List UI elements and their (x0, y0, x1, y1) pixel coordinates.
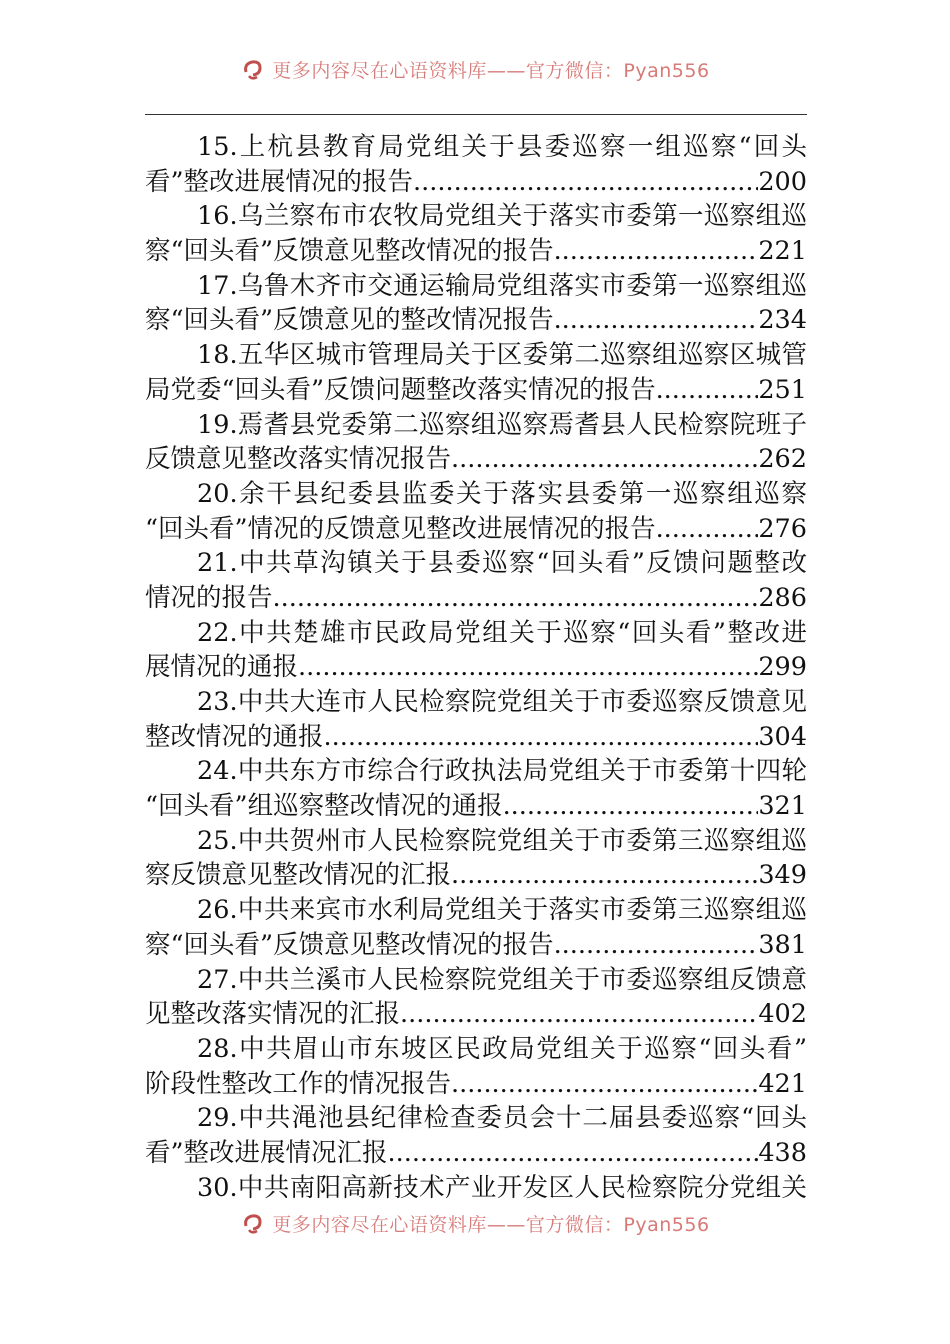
toc-entry[interactable] (145, 1032, 807, 1101)
toc-entry-title-line2 (145, 928, 807, 963)
toc-entry-title-text: 28.中共眉山市东坡区民政局党组关于巡察“回头看” (197, 1033, 807, 1064)
toc-leader-dots (554, 928, 759, 963)
toc-entry-title-continuation: 反馈意见整改落实情况报告 (145, 444, 452, 475)
toc-entry-title-text: 22.中共楚雄市民政局党组关于巡察“回头看”整改进 (197, 617, 807, 648)
toc-entry-title-line1 (145, 1032, 807, 1067)
brand-logo-icon (240, 1210, 266, 1236)
toc-entry-title-text: 21.中共草沟镇关于县委巡察“回头看”反馈问题整改 (197, 548, 807, 579)
table-of-contents (145, 130, 807, 1205)
watermark-header (0, 54, 950, 84)
toc-leader-dots (451, 442, 758, 477)
toc-entry[interactable] (145, 338, 807, 407)
toc-entry-title-continuation: “回头看”组巡察整改情况的通报 (145, 791, 503, 822)
toc-entry-title-text: 25.中共贺州市人民检察院党组关于市委第三巡察组巡 (197, 825, 807, 856)
toc-entry-title-line2 (145, 720, 807, 755)
toc-entry-title-continuation: “回头看”情况的反馈意见整改进展情况的报告 (145, 513, 656, 544)
toc-entry-title-text: 27.中共兰溪市人民检察院党组关于市委巡察组反馈意 (197, 964, 807, 995)
toc-page-number: 221 (758, 236, 807, 267)
toc-entry-title-text: 24.中共东方市综合行政执法局党组关于市委第十四轮 (197, 756, 807, 787)
toc-entry-title-text: 16.乌兰察布市农牧局党组关于落实市委第一巡察组巡 (197, 201, 807, 232)
toc-leader-dots (400, 997, 758, 1032)
toc-entry-title-continuation: 察反馈意见整改情况的汇报 (145, 860, 452, 891)
toc-entry[interactable] (145, 1101, 807, 1170)
toc-entry-title-line2 (145, 512, 807, 547)
toc-entry-title-line1 (145, 269, 807, 304)
toc-entry-title-line1 (145, 754, 807, 789)
toc-leader-dots (554, 303, 759, 338)
toc-entry-title-line1 (145, 546, 807, 581)
toc-page-number: 349 (758, 860, 807, 891)
toc-entry-title-text: 23.中共大连市人民检察院党组关于市委巡察反馈意见 (197, 687, 807, 717)
toc-page-number: 402 (758, 999, 807, 1030)
toc-entry-title-text: 26.中共来宾市水利局党组关于落实市委第三巡察组巡 (197, 895, 807, 926)
toc-page-number: 251 (758, 374, 807, 405)
toc-entry-title-line2 (145, 1136, 807, 1171)
toc-leader-dots (451, 858, 758, 893)
toc-entry-title-line2 (145, 165, 807, 200)
toc-entry-title-line2 (145, 1067, 807, 1102)
toc-entry-title-line1 (145, 1101, 807, 1136)
toc-entry-title-text: 15.上杭县教育局党组关于县委巡察一组巡察“回头 (197, 132, 807, 162)
toc-entry-title-continuation: 见整改落实情况的汇报 (145, 999, 401, 1030)
toc-entry[interactable] (145, 616, 807, 685)
toc-entry-title-line1 (145, 616, 807, 651)
toc-leader-dots (503, 789, 759, 824)
toc-entry-title-line2 (145, 858, 807, 893)
toc-entry-title-line2 (145, 442, 807, 477)
toc-entry-title-continuation: 整改情况的通报 (145, 721, 324, 752)
toc-entry-title-line2 (145, 997, 807, 1032)
toc-entry-title-continuation: 看”整改进展情况汇报 (145, 1137, 388, 1168)
toc-entry[interactable] (145, 130, 807, 199)
toc-entry-title-text: 30.中共南阳高新技术产业开发区人民检察院分党组关 (197, 1172, 807, 1203)
watermark-footer (0, 1208, 950, 1238)
toc-page-number: 321 (758, 791, 807, 822)
toc-page-number: 234 (758, 305, 807, 336)
toc-page-number: 421 (758, 1068, 807, 1099)
toc-page-number: 286 (758, 582, 807, 613)
toc-entry-title-line1 (145, 477, 807, 512)
toc-entry-title-continuation: 阶段性整改工作的情况报告 (145, 1068, 452, 1099)
toc-page-number: 304 (758, 721, 807, 752)
toc-leader-dots (554, 234, 759, 269)
toc-leader-dots (656, 373, 759, 408)
toc-leader-dots (413, 165, 758, 200)
toc-leader-dots (298, 650, 758, 685)
toc-entry-title-text: 29.中共渑池县纪律检查委员会十二届县委巡察“回头 (197, 1103, 807, 1134)
toc-entry-title-line1 (145, 685, 807, 720)
toc-entry-title-line2 (145, 234, 807, 269)
toc-entry-title-continuation: 情况的报告 (145, 582, 273, 613)
toc-leader-dots (388, 1136, 759, 1171)
toc-entry[interactable] (145, 754, 807, 823)
toc-entry-title-line2 (145, 373, 807, 408)
toc-entry-title-line1 (145, 338, 807, 373)
toc-leader-dots (273, 581, 759, 616)
toc-leader-dots (656, 512, 759, 547)
toc-entry-title-continuation: 察“回头看”反馈意见整改情况的报告 (145, 236, 554, 267)
toc-entry-title-line1 (145, 824, 807, 859)
toc-entry[interactable] (145, 685, 807, 754)
toc-entry-title-line2 (145, 789, 807, 824)
toc-entry[interactable] (145, 408, 807, 477)
toc-entry[interactable] (145, 824, 807, 893)
toc-entry-title-line2 (145, 650, 807, 685)
toc-entry[interactable] (145, 893, 807, 962)
toc-entry-title-text: 18.五华区城市管理局关于区委第二巡察组巡察区城管 (197, 340, 807, 371)
toc-page-number: 200 (758, 166, 807, 197)
toc-entry-title-line1 (145, 963, 807, 998)
toc-entry-title-continuation: 看”整改进展情况的报告 (145, 166, 414, 197)
watermark-text: 更多内容尽在心语资料库——官方微信：Pyan556 (272, 1213, 710, 1236)
toc-entry-title-text: 20.余干县纪委县监委关于落实县委第一巡察组巡察 (197, 478, 807, 509)
toc-page-number: 262 (758, 444, 807, 475)
toc-entry-partial[interactable] (145, 1171, 807, 1206)
toc-entry[interactable] (145, 269, 807, 338)
toc-page-number: 299 (758, 652, 807, 683)
toc-page-number: 381 (758, 929, 807, 960)
toc-page-number: 276 (758, 513, 807, 544)
toc-entry-title-line1 (145, 893, 807, 928)
toc-entry-title-text: 19.焉耆县党委第二巡察组巡察焉耆县人民检察院班子 (197, 409, 807, 440)
toc-leader-dots (324, 720, 759, 755)
toc-entry[interactable] (145, 546, 807, 615)
toc-entry-title-continuation: 展情况的通报 (145, 652, 299, 683)
toc-entry-title-text: 17.乌鲁木齐市交通运输局党组落实市委第一巡察组巡 (197, 270, 807, 301)
header-rule (145, 114, 807, 115)
toc-entry-title-continuation: 局党委“回头看”反馈问题整改落实情况的报告 (145, 374, 656, 405)
toc-entry[interactable] (145, 963, 807, 1032)
toc-page-number: 438 (758, 1137, 807, 1168)
toc-entry-title-line1 (145, 130, 807, 165)
toc-entry-title-continuation: 察“回头看”反馈意见的整改情况报告 (145, 305, 554, 336)
watermark-text: 更多内容尽在心语资料库——官方微信：Pyan556 (272, 59, 710, 82)
toc-entry[interactable] (145, 477, 807, 546)
toc-entry-title-continuation: 察“回头看”反馈意见整改情况的报告 (145, 929, 554, 960)
toc-entry[interactable] (145, 199, 807, 268)
brand-logo-icon (240, 56, 266, 82)
toc-entry-title-line2 (145, 303, 807, 338)
toc-entry-title-line2 (145, 581, 807, 616)
toc-entry-title-line1 (145, 408, 807, 443)
toc-entry-title-line1 (145, 199, 807, 234)
toc-leader-dots (451, 1067, 758, 1102)
